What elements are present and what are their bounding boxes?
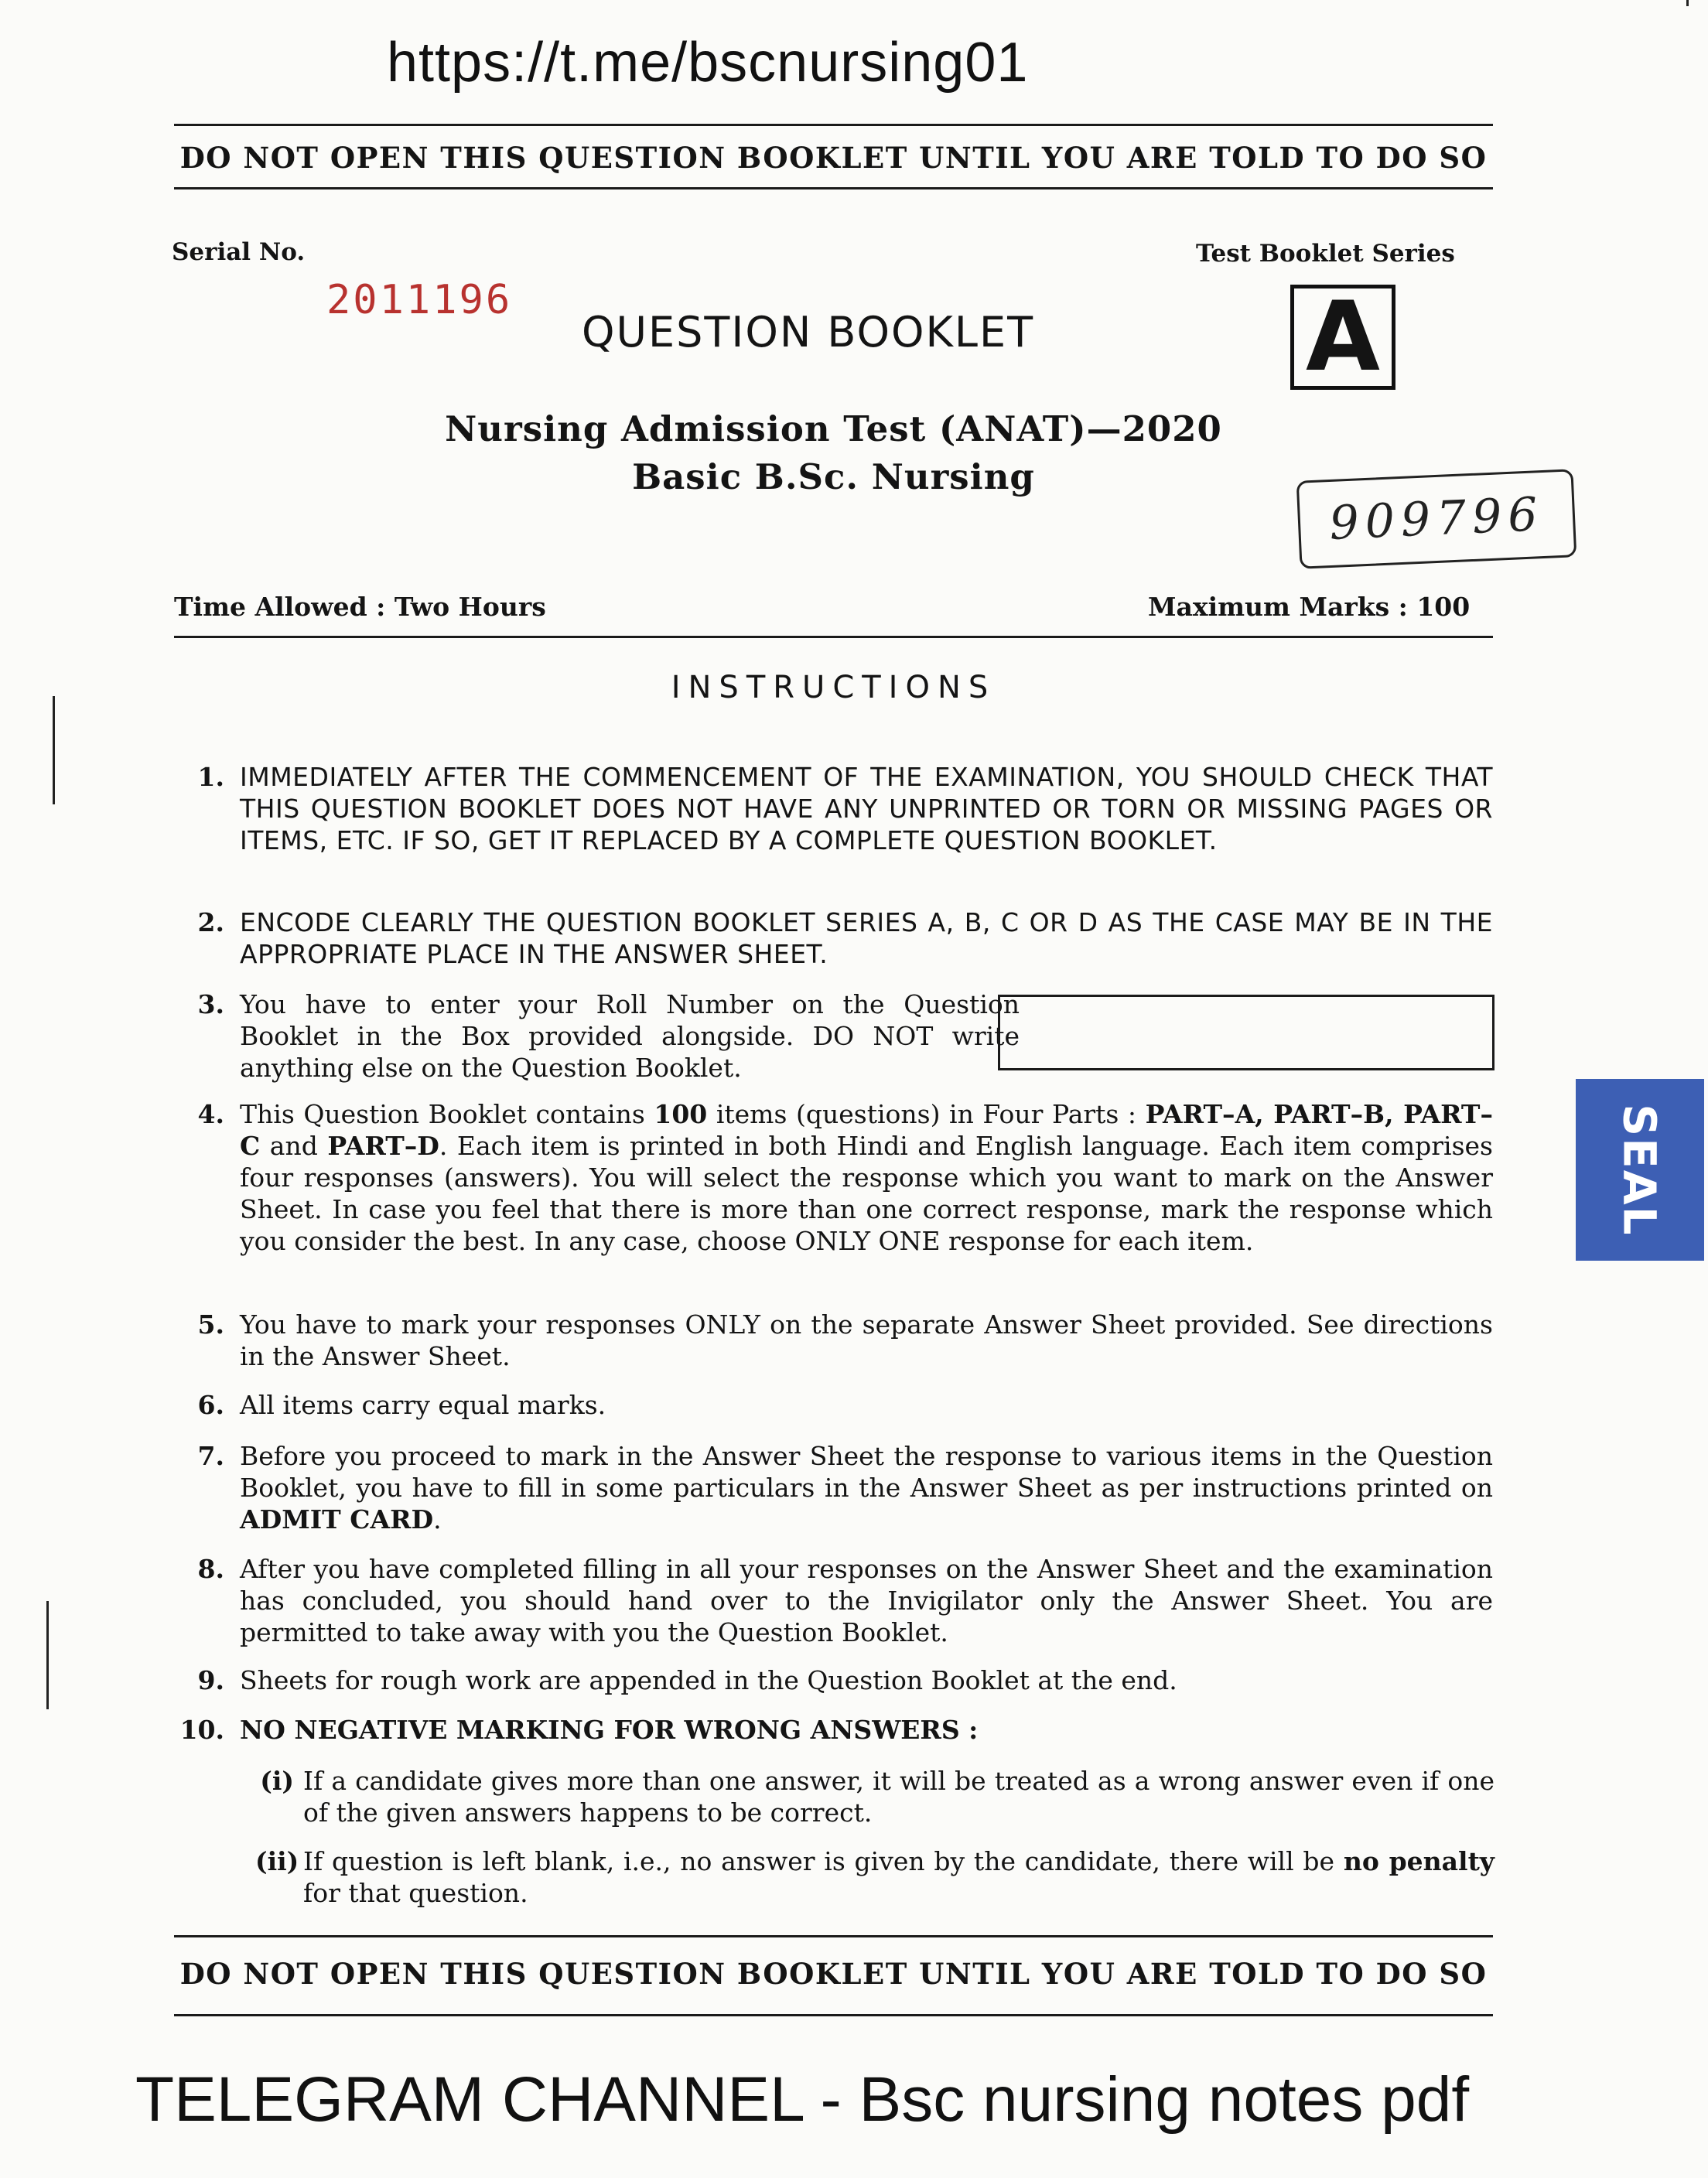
item-text xyxy=(240,1440,1493,1535)
text-run: This Question Booklet contains xyxy=(240,1099,654,1129)
seal-sticker xyxy=(1576,1079,1704,1261)
time-allowed: Time Allowed : Two Hours xyxy=(174,592,546,622)
maximum-marks: Maximum Marks : 100 xyxy=(1148,592,1471,622)
text-run: PART–D xyxy=(327,1131,439,1161)
serial-number: 2011196 xyxy=(326,277,513,323)
item-text: IMMEDIATELY AFTER THE COMMENCEMENT OF THE EXAMINATION, YOU SHOULD CHECK THAT THIS QUESTION BOOKLET DOES NOT HAVE ANY UNPRINTED OR TORN OR MISSING PAGES OR ITEMS, ETC. IF SO, GET IT REPLACED BY A COMPLETE QUESTION BOOKLET. xyxy=(240,762,1493,855)
item-number: 4. xyxy=(197,1099,224,1129)
exam-title: Nursing Admission Test (ANAT)—2020 xyxy=(445,408,1222,449)
item-number: 3. xyxy=(197,989,224,1019)
sub-item-text: If a candidate gives more than one answer, it will be treated as a wrong answer even if one of the given answers happens to be correct. xyxy=(303,1766,1494,1828)
text-run: If question is left blank, i.e., no answer is given by the candidate, there will be xyxy=(303,1846,1344,1876)
text-run: for that question. xyxy=(303,1878,528,1908)
bottom-banner-rule xyxy=(174,2014,1493,2016)
text-run: and xyxy=(260,1131,328,1161)
text-run: 100 xyxy=(654,1099,708,1129)
bottom-banner-top-rule xyxy=(174,1935,1493,1937)
margin-mark xyxy=(53,696,55,804)
sub-item-number: (ii) xyxy=(255,1846,299,1876)
text-run: Before you proceed to mark in the Answer Sheet the response to various items in the Question Booklet, you have to fill in some particulars in the Answer Sheet as per instructions printed on xyxy=(240,1441,1493,1503)
text-run: . xyxy=(433,1504,442,1534)
item-number: 7. xyxy=(197,1441,224,1471)
top-banner-rule xyxy=(174,187,1493,189)
series-letter: A xyxy=(1306,282,1380,393)
item-text: You have to mark your responses ONLY on the separate Answer Sheet provided. See directions in the Answer Sheet. xyxy=(240,1309,1493,1371)
booklet-title: QUESTION BOOKLET xyxy=(582,308,1035,357)
item-text: NO NEGATIVE MARKING FOR WRONG ANSWERS : xyxy=(240,1715,979,1745)
text-run: ADMIT CARD xyxy=(240,1504,434,1534)
margin-mark xyxy=(46,1601,49,1709)
item-text xyxy=(240,1098,1493,1257)
handwritten-number-box xyxy=(1296,469,1577,569)
telegram-url-header: https://t.me/bscnursing01 xyxy=(387,32,1029,94)
item-text: ENCODE CLEARLY THE QUESTION BOOKLET SERIES A, B, C OR D AS THE CASE MAY BE IN THE APPROPRIATE PLACE IN THE ANSWER SHEET. xyxy=(240,907,1493,969)
item-number: 8. xyxy=(197,1554,224,1584)
serial-label: Serial No. xyxy=(172,238,306,266)
bottom-warning-banner: DO NOT OPEN THIS QUESTION BOOKLET UNTIL YOU ARE TOLD TO DO SO xyxy=(179,1957,1488,1991)
text-run: items (questions) in Four Parts : xyxy=(707,1099,1146,1129)
text-run: no penalty xyxy=(1343,1846,1494,1876)
telegram-footer: TELEGRAM CHANNEL - Bsc nursing notes pdf xyxy=(135,2064,1470,2135)
top-warning-banner: DO NOT OPEN THIS QUESTION BOOKLET UNTIL YOU ARE TOLD TO DO SO xyxy=(179,141,1488,175)
item-text: You have to enter your Roll Number on the Question Booklet in the Box provided alongside. DO NOT write anything else on the Question Booklet. xyxy=(240,989,1020,1083)
text-run: PART–A, PART–B, PART–C xyxy=(240,1099,1493,1161)
handwritten-number: 909796 xyxy=(1328,486,1545,551)
item-text: All items carry equal marks. xyxy=(240,1390,606,1420)
item-number: 5. xyxy=(197,1309,224,1340)
margin-mark xyxy=(1686,0,1689,6)
series-box xyxy=(1290,282,1395,393)
meta-rule xyxy=(174,636,1493,638)
item-number: 6. xyxy=(197,1390,224,1420)
text-run: . Each item is printed in both Hindi and English language. Each item comprises four responses (answers). You will select the response which you want to mark on the Answer Sheet. In case you feel that there is more than one correct response, mark the response which you consider the best. In any case, choose ONLY ONE response for each item. xyxy=(240,1131,1493,1256)
exam-course: Basic B.Sc. Nursing xyxy=(632,456,1035,497)
item-text: Sheets for rough work are appended in the Question Booklet at the end. xyxy=(240,1665,1177,1695)
series-label: Test Booklet Series xyxy=(1196,240,1455,268)
sub-item-number: (i) xyxy=(260,1766,294,1796)
item-number: 9. xyxy=(197,1665,224,1695)
seal-label: SEAL xyxy=(1614,1103,1666,1237)
sub-item-text xyxy=(303,1845,1494,1909)
instructions-heading: INSTRUCTIONS xyxy=(671,670,996,705)
item-number: 10. xyxy=(179,1715,224,1745)
item-number: 1. xyxy=(197,762,224,792)
top-rule xyxy=(174,124,1493,126)
item-number: 2. xyxy=(197,907,224,937)
item-text: After you have completed filling in all your responses on the Answer Sheet and the examination has concluded, you should hand over to the Invigilator only the Answer Sheet. You are permitted to take away with you the Question Booklet. xyxy=(240,1554,1493,1647)
roll-number-box[interactable] xyxy=(998,995,1494,1070)
